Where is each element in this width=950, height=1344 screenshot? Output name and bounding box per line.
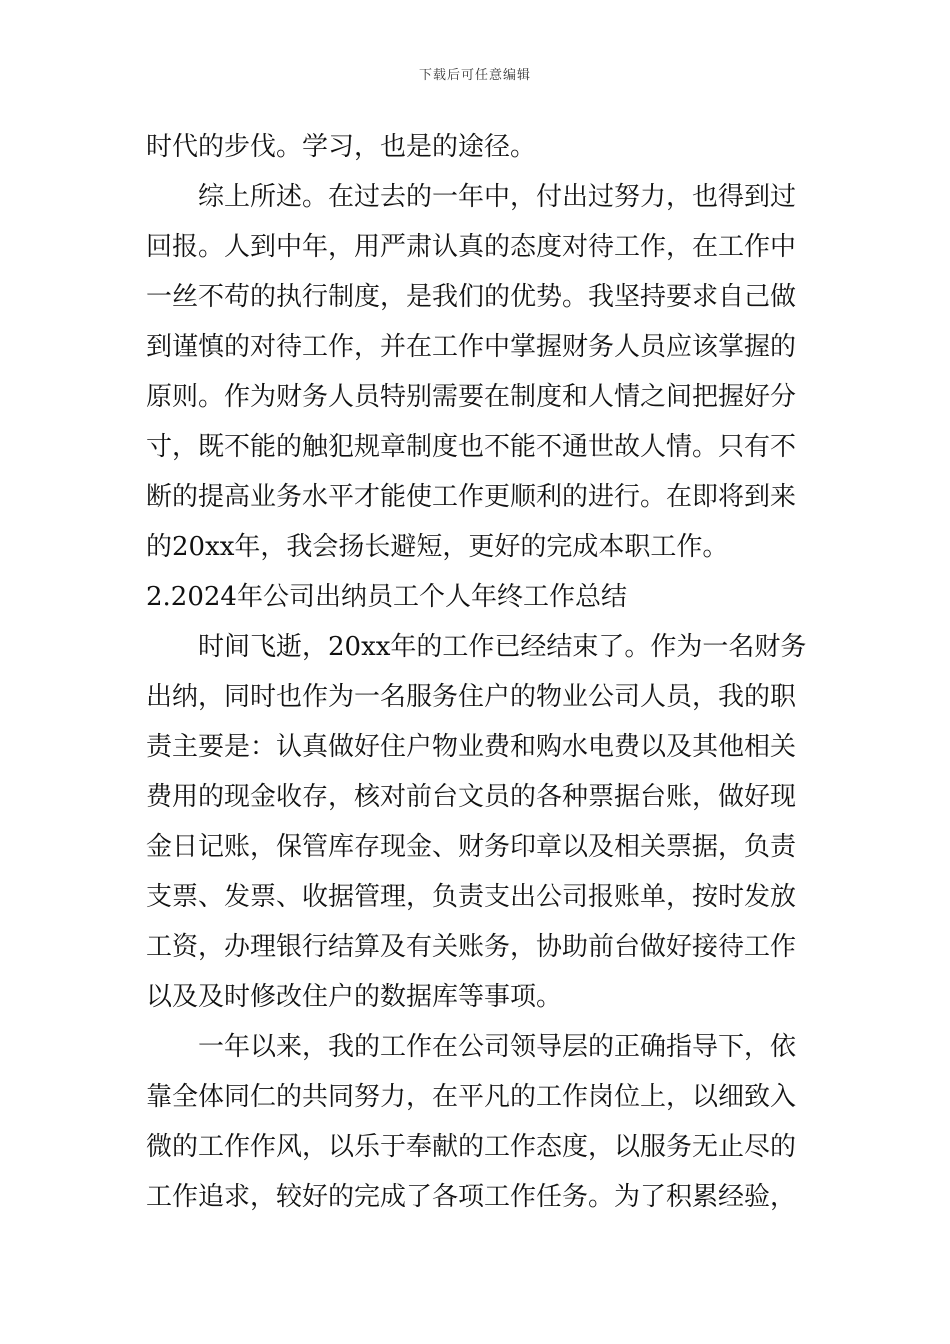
text-line: 时间飞逝，20xx年的工作已经结束了。作为一名财务	[198, 632, 807, 662]
text-line: 微的工作作风，以乐于奉献的工作态度，以服务无止尽的	[146, 1132, 797, 1162]
document-body	[146, 122, 810, 1222]
text-line: 出纳，同时也作为一名服务住户的物业公司人员，我的职	[146, 682, 797, 712]
text-line: 金日记账，保管库存现金、财务印章以及相关票据，负责	[146, 832, 797, 862]
text-line: 靠全体同仁的共同努力，在平凡的工作岗位上，以细致入	[146, 1082, 797, 1112]
text-line: 费用的现金收存，核对前台文员的各种票据台账，做好现	[146, 782, 797, 812]
text-line: 工资，办理银行结算及有关账务，协助前台做好接待工作	[146, 932, 797, 962]
text-line: 2.2024年公司出纳员工个人年终工作总结	[146, 582, 627, 612]
text-line: 支票、发票、收据管理，负责支出公司报账单，按时发放	[146, 882, 797, 912]
text-line: 一年以来，我的工作在公司领导层的正确指导下，依	[198, 1032, 797, 1062]
text-line: 时代的步伐。学习，也是的途径。	[146, 132, 537, 162]
text-line: 的20xx年，我会扬长避短，更好的完成本职工作。	[146, 532, 729, 562]
text-line: 综上所述。在过去的一年中，付出过努力，也得到过	[198, 182, 797, 212]
page-header: 下载后可任意编辑	[418, 68, 531, 83]
text-line: 到谨慎的对待工作，并在工作中掌握财务人员应该掌握的	[146, 332, 797, 362]
text-line: 回报。人到中年，用严肃认真的态度对待工作，在工作中	[146, 232, 797, 262]
text-line: 以及及时修改住户的数据库等事项。	[146, 982, 563, 1012]
text-line: 断的提高业务水平才能使工作更顺利的进行。在即将到来	[146, 482, 797, 512]
text-line: 原则。作为财务人员特别需要在制度和人情之间把握好分	[146, 382, 797, 412]
text-line: 一丝不苟的执行制度，是我们的优势。我坚持要求自己做	[146, 282, 797, 312]
text-line: 寸，既不能的触犯规章制度也不能不通世故人情。只有不	[146, 432, 797, 462]
text-line: 责主要是：认真做好住户物业费和购水电费以及其他相关	[146, 732, 797, 762]
text-line: 工作追求，较好的完成了各项工作任务。为了积累经验，	[146, 1182, 797, 1212]
